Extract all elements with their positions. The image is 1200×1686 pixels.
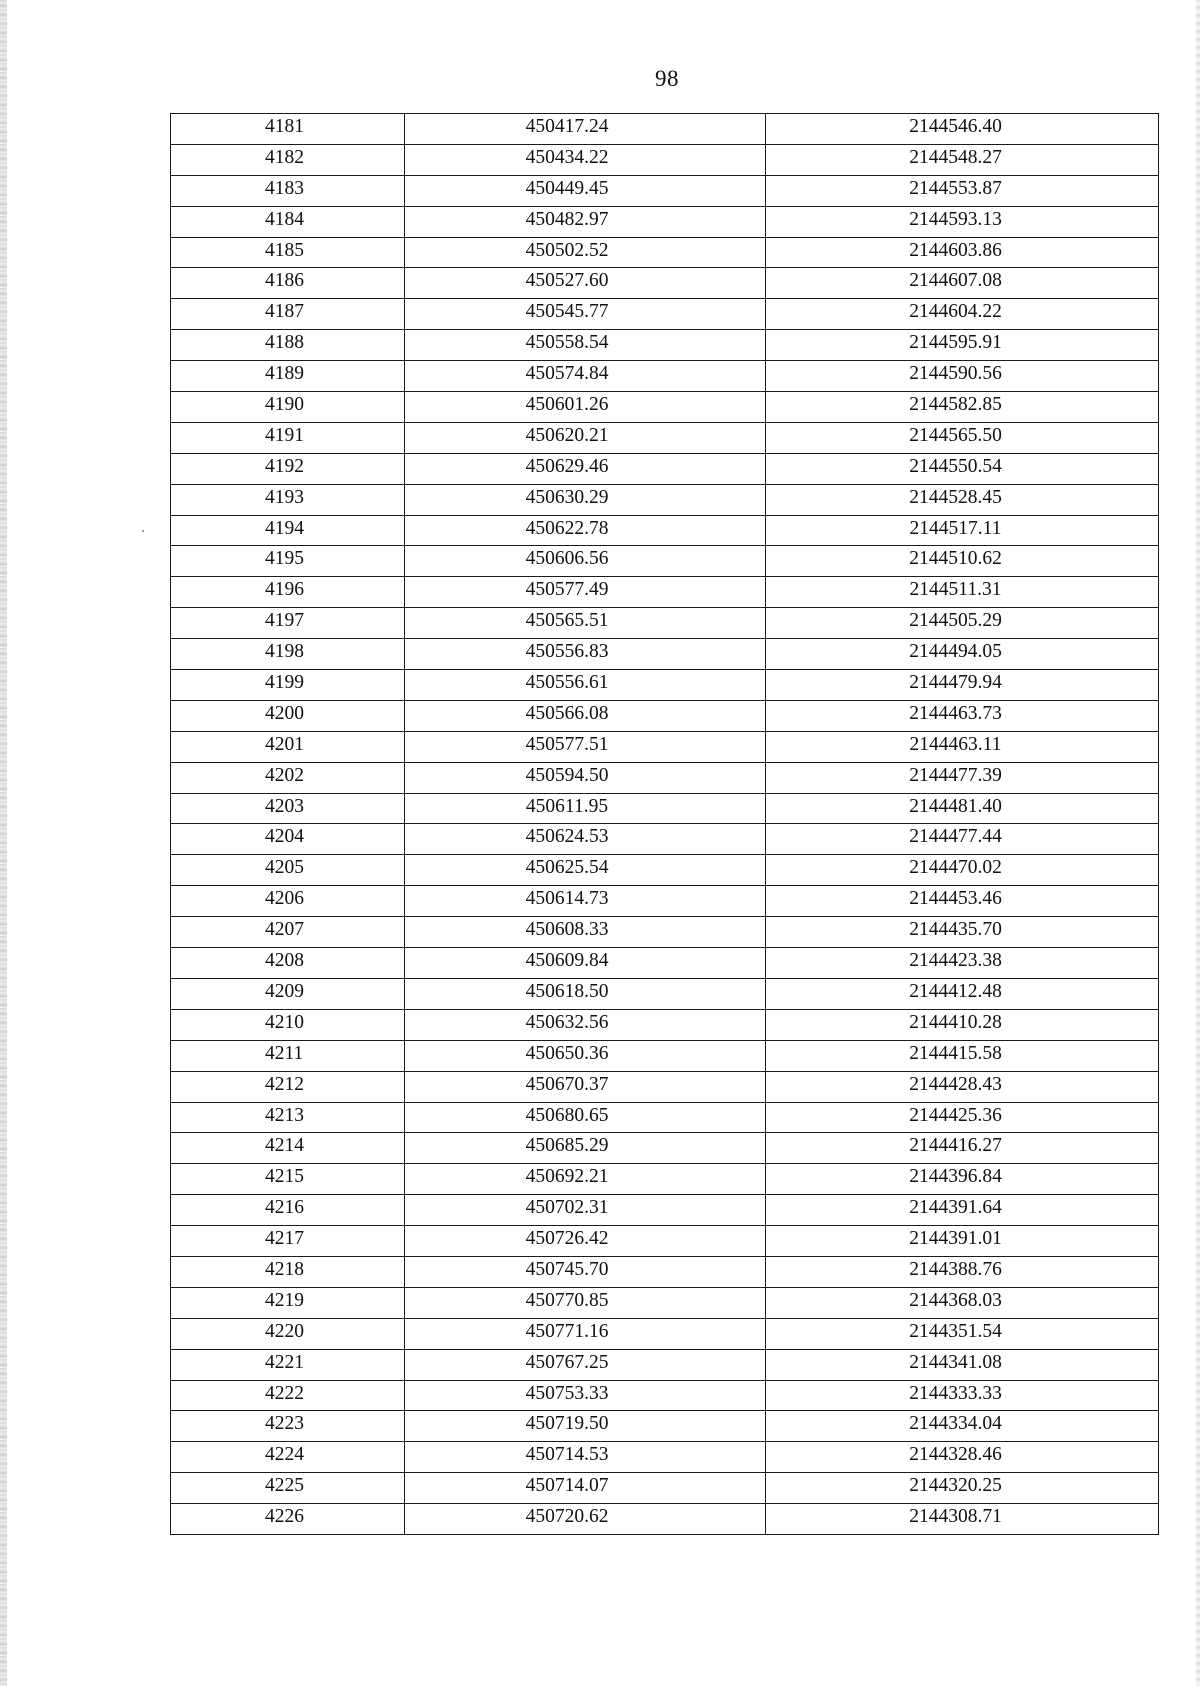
x-coordinate-cell: 450545.77 bbox=[405, 299, 766, 330]
y-coordinate-cell: 2144510.62 bbox=[766, 546, 1159, 577]
table-row bbox=[171, 639, 1159, 670]
x-coordinate-cell: 450618.50 bbox=[405, 978, 766, 1009]
point-id-cell: 4190 bbox=[171, 392, 405, 423]
y-coordinate-cell: 2144396.84 bbox=[766, 1164, 1159, 1195]
table-row bbox=[171, 731, 1159, 762]
table-row bbox=[171, 1442, 1159, 1473]
scan-edge-right bbox=[1196, 0, 1200, 1686]
table-row bbox=[171, 268, 1159, 299]
x-coordinate-cell: 450482.97 bbox=[405, 206, 766, 237]
y-coordinate-cell: 2144603.86 bbox=[766, 237, 1159, 268]
table-row bbox=[171, 299, 1159, 330]
table-row bbox=[171, 237, 1159, 268]
y-coordinate-cell: 2144582.85 bbox=[766, 392, 1159, 423]
table-row bbox=[171, 855, 1159, 886]
point-id-cell: 4207 bbox=[171, 917, 405, 948]
x-coordinate-cell: 450726.42 bbox=[405, 1226, 766, 1257]
table-row bbox=[171, 422, 1159, 453]
table-row bbox=[171, 1287, 1159, 1318]
point-id-cell: 4204 bbox=[171, 824, 405, 855]
table-row bbox=[171, 330, 1159, 361]
x-coordinate-cell: 450620.21 bbox=[405, 422, 766, 453]
point-id-cell: 4182 bbox=[171, 144, 405, 175]
y-coordinate-cell: 2144416.27 bbox=[766, 1133, 1159, 1164]
point-id-cell: 4183 bbox=[171, 175, 405, 206]
x-coordinate-cell: 450609.84 bbox=[405, 948, 766, 979]
y-coordinate-cell: 2144435.70 bbox=[766, 917, 1159, 948]
point-id-cell: 4206 bbox=[171, 886, 405, 917]
y-coordinate-cell: 2144528.45 bbox=[766, 484, 1159, 515]
y-coordinate-cell: 2144453.46 bbox=[766, 886, 1159, 917]
y-coordinate-cell: 2144511.31 bbox=[766, 577, 1159, 608]
table-row bbox=[171, 361, 1159, 392]
point-id-cell: 4220 bbox=[171, 1318, 405, 1349]
y-coordinate-cell: 2144391.64 bbox=[766, 1195, 1159, 1226]
table-row bbox=[171, 886, 1159, 917]
x-coordinate-cell: 450614.73 bbox=[405, 886, 766, 917]
table-row bbox=[171, 1318, 1159, 1349]
point-id-cell: 4205 bbox=[171, 855, 405, 886]
y-coordinate-cell: 2144328.46 bbox=[766, 1442, 1159, 1473]
x-coordinate-cell: 450566.08 bbox=[405, 700, 766, 731]
point-id-cell: 4226 bbox=[171, 1504, 405, 1535]
point-id-cell: 4195 bbox=[171, 546, 405, 577]
table-row bbox=[171, 392, 1159, 423]
table-row bbox=[171, 824, 1159, 855]
x-coordinate-cell: 450527.60 bbox=[405, 268, 766, 299]
y-coordinate-cell: 2144410.28 bbox=[766, 1009, 1159, 1040]
point-id-cell: 4224 bbox=[171, 1442, 405, 1473]
table-row bbox=[171, 1133, 1159, 1164]
y-coordinate-cell: 2144550.54 bbox=[766, 453, 1159, 484]
x-coordinate-cell: 450556.61 bbox=[405, 670, 766, 701]
point-id-cell: 4212 bbox=[171, 1071, 405, 1102]
y-coordinate-cell: 2144463.73 bbox=[766, 700, 1159, 731]
point-id-cell: 4214 bbox=[171, 1133, 405, 1164]
table-row bbox=[171, 484, 1159, 515]
point-id-cell: 4221 bbox=[171, 1349, 405, 1380]
table-row bbox=[171, 1040, 1159, 1071]
x-coordinate-cell: 450434.22 bbox=[405, 144, 766, 175]
x-coordinate-cell: 450702.31 bbox=[405, 1195, 766, 1226]
y-coordinate-cell: 2144481.40 bbox=[766, 793, 1159, 824]
x-coordinate-cell: 450685.29 bbox=[405, 1133, 766, 1164]
x-coordinate-cell: 450574.84 bbox=[405, 361, 766, 392]
point-id-cell: 4223 bbox=[171, 1411, 405, 1442]
table-row bbox=[171, 1473, 1159, 1504]
x-coordinate-cell: 450577.51 bbox=[405, 731, 766, 762]
page-number: 98 bbox=[655, 66, 679, 91]
x-coordinate-cell: 450502.52 bbox=[405, 237, 766, 268]
table-row bbox=[171, 1504, 1159, 1535]
x-coordinate-cell: 450629.46 bbox=[405, 453, 766, 484]
table-row bbox=[171, 1071, 1159, 1102]
x-coordinate-cell: 450558.54 bbox=[405, 330, 766, 361]
table-row bbox=[171, 978, 1159, 1009]
point-id-cell: 4213 bbox=[171, 1102, 405, 1133]
y-coordinate-cell: 2144590.56 bbox=[766, 361, 1159, 392]
table-row bbox=[171, 700, 1159, 731]
x-coordinate-cell: 450771.16 bbox=[405, 1318, 766, 1349]
point-id-cell: 4209 bbox=[171, 978, 405, 1009]
point-id-cell: 4193 bbox=[171, 484, 405, 515]
x-coordinate-cell: 450608.33 bbox=[405, 917, 766, 948]
table-row bbox=[171, 175, 1159, 206]
x-coordinate-cell: 450577.49 bbox=[405, 577, 766, 608]
point-id-cell: 4192 bbox=[171, 453, 405, 484]
x-coordinate-cell: 450624.53 bbox=[405, 824, 766, 855]
x-coordinate-cell: 450565.51 bbox=[405, 608, 766, 639]
table-row bbox=[171, 546, 1159, 577]
point-id-cell: 4189 bbox=[171, 361, 405, 392]
x-coordinate-cell: 450650.36 bbox=[405, 1040, 766, 1071]
point-id-cell: 4185 bbox=[171, 237, 405, 268]
point-id-cell: 4217 bbox=[171, 1226, 405, 1257]
y-coordinate-cell: 2144308.71 bbox=[766, 1504, 1159, 1535]
point-id-cell: 4197 bbox=[171, 608, 405, 639]
point-id-cell: 4184 bbox=[171, 206, 405, 237]
x-coordinate-cell: 450745.70 bbox=[405, 1256, 766, 1287]
point-id-cell: 4202 bbox=[171, 762, 405, 793]
x-coordinate-cell: 450556.83 bbox=[405, 639, 766, 670]
y-coordinate-cell: 2144494.05 bbox=[766, 639, 1159, 670]
x-coordinate-cell: 450594.50 bbox=[405, 762, 766, 793]
x-coordinate-cell: 450611.95 bbox=[405, 793, 766, 824]
y-coordinate-cell: 2144423.38 bbox=[766, 948, 1159, 979]
coordinate-table-body bbox=[171, 114, 1159, 1535]
point-id-cell: 4222 bbox=[171, 1380, 405, 1411]
point-id-cell: 4191 bbox=[171, 422, 405, 453]
y-coordinate-cell: 2144333.33 bbox=[766, 1380, 1159, 1411]
y-coordinate-cell: 2144368.03 bbox=[766, 1287, 1159, 1318]
table-row bbox=[171, 608, 1159, 639]
y-coordinate-cell: 2144425.36 bbox=[766, 1102, 1159, 1133]
y-coordinate-cell: 2144334.04 bbox=[766, 1411, 1159, 1442]
point-id-cell: 4215 bbox=[171, 1164, 405, 1195]
x-coordinate-cell: 450417.24 bbox=[405, 114, 766, 145]
point-id-cell: 4188 bbox=[171, 330, 405, 361]
coordinate-table bbox=[170, 113, 1159, 1535]
y-coordinate-cell: 2144351.54 bbox=[766, 1318, 1159, 1349]
x-coordinate-cell: 450680.65 bbox=[405, 1102, 766, 1133]
y-coordinate-cell: 2144595.91 bbox=[766, 330, 1159, 361]
y-coordinate-cell: 2144565.50 bbox=[766, 422, 1159, 453]
y-coordinate-cell: 2144388.76 bbox=[766, 1256, 1159, 1287]
y-coordinate-cell: 2144415.58 bbox=[766, 1040, 1159, 1071]
point-id-cell: 4203 bbox=[171, 793, 405, 824]
point-id-cell: 4218 bbox=[171, 1256, 405, 1287]
y-coordinate-cell: 2144428.43 bbox=[766, 1071, 1159, 1102]
table-row bbox=[171, 1195, 1159, 1226]
point-id-cell: 4216 bbox=[171, 1195, 405, 1226]
scan-speck bbox=[142, 530, 144, 532]
y-coordinate-cell: 2144548.27 bbox=[766, 144, 1159, 175]
x-coordinate-cell: 450719.50 bbox=[405, 1411, 766, 1442]
table-row bbox=[171, 144, 1159, 175]
x-coordinate-cell: 450625.54 bbox=[405, 855, 766, 886]
x-coordinate-cell: 450770.85 bbox=[405, 1287, 766, 1318]
y-coordinate-cell: 2144593.13 bbox=[766, 206, 1159, 237]
point-id-cell: 4219 bbox=[171, 1287, 405, 1318]
table-row bbox=[171, 1226, 1159, 1257]
x-coordinate-cell: 450449.45 bbox=[405, 175, 766, 206]
x-coordinate-cell: 450606.56 bbox=[405, 546, 766, 577]
table-row bbox=[171, 577, 1159, 608]
x-coordinate-cell: 450630.29 bbox=[405, 484, 766, 515]
point-id-cell: 4210 bbox=[171, 1009, 405, 1040]
table-row bbox=[171, 1256, 1159, 1287]
table-row bbox=[171, 1009, 1159, 1040]
table-row bbox=[171, 1411, 1159, 1442]
y-coordinate-cell: 2144470.02 bbox=[766, 855, 1159, 886]
x-coordinate-cell: 450601.26 bbox=[405, 392, 766, 423]
table-row bbox=[171, 206, 1159, 237]
x-coordinate-cell: 450692.21 bbox=[405, 1164, 766, 1195]
point-id-cell: 4225 bbox=[171, 1473, 405, 1504]
x-coordinate-cell: 450753.33 bbox=[405, 1380, 766, 1411]
x-coordinate-cell: 450714.53 bbox=[405, 1442, 766, 1473]
point-id-cell: 4200 bbox=[171, 700, 405, 731]
x-coordinate-cell: 450632.56 bbox=[405, 1009, 766, 1040]
y-coordinate-cell: 2144477.39 bbox=[766, 762, 1159, 793]
x-coordinate-cell: 450714.07 bbox=[405, 1473, 766, 1504]
x-coordinate-cell: 450622.78 bbox=[405, 515, 766, 546]
y-coordinate-cell: 2144505.29 bbox=[766, 608, 1159, 639]
y-coordinate-cell: 2144341.08 bbox=[766, 1349, 1159, 1380]
y-coordinate-cell: 2144546.40 bbox=[766, 114, 1159, 145]
point-id-cell: 4194 bbox=[171, 515, 405, 546]
y-coordinate-cell: 2144604.22 bbox=[766, 299, 1159, 330]
x-coordinate-cell: 450767.25 bbox=[405, 1349, 766, 1380]
point-id-cell: 4211 bbox=[171, 1040, 405, 1071]
point-id-cell: 4187 bbox=[171, 299, 405, 330]
x-coordinate-cell: 450670.37 bbox=[405, 1071, 766, 1102]
y-coordinate-cell: 2144320.25 bbox=[766, 1473, 1159, 1504]
table-row bbox=[171, 793, 1159, 824]
table-row bbox=[171, 1349, 1159, 1380]
table-row bbox=[171, 515, 1159, 546]
y-coordinate-cell: 2144479.94 bbox=[766, 670, 1159, 701]
table-row bbox=[171, 1380, 1159, 1411]
y-coordinate-cell: 2144607.08 bbox=[766, 268, 1159, 299]
table-row bbox=[171, 948, 1159, 979]
table-row bbox=[171, 762, 1159, 793]
point-id-cell: 4186 bbox=[171, 268, 405, 299]
table-row bbox=[171, 1102, 1159, 1133]
point-id-cell: 4198 bbox=[171, 639, 405, 670]
table-row bbox=[171, 453, 1159, 484]
y-coordinate-cell: 2144553.87 bbox=[766, 175, 1159, 206]
point-id-cell: 4199 bbox=[171, 670, 405, 701]
x-coordinate-cell: 450720.62 bbox=[405, 1504, 766, 1535]
scan-edge-left bbox=[0, 0, 7, 1686]
point-id-cell: 4208 bbox=[171, 948, 405, 979]
point-id-cell: 4196 bbox=[171, 577, 405, 608]
table-row bbox=[171, 917, 1159, 948]
table-row bbox=[171, 114, 1159, 145]
point-id-cell: 4201 bbox=[171, 731, 405, 762]
table-row bbox=[171, 670, 1159, 701]
table-row bbox=[171, 1164, 1159, 1195]
point-id-cell: 4181 bbox=[171, 114, 405, 145]
y-coordinate-cell: 2144477.44 bbox=[766, 824, 1159, 855]
y-coordinate-cell: 2144517.11 bbox=[766, 515, 1159, 546]
y-coordinate-cell: 2144463.11 bbox=[766, 731, 1159, 762]
y-coordinate-cell: 2144412.48 bbox=[766, 978, 1159, 1009]
y-coordinate-cell: 2144391.01 bbox=[766, 1226, 1159, 1257]
